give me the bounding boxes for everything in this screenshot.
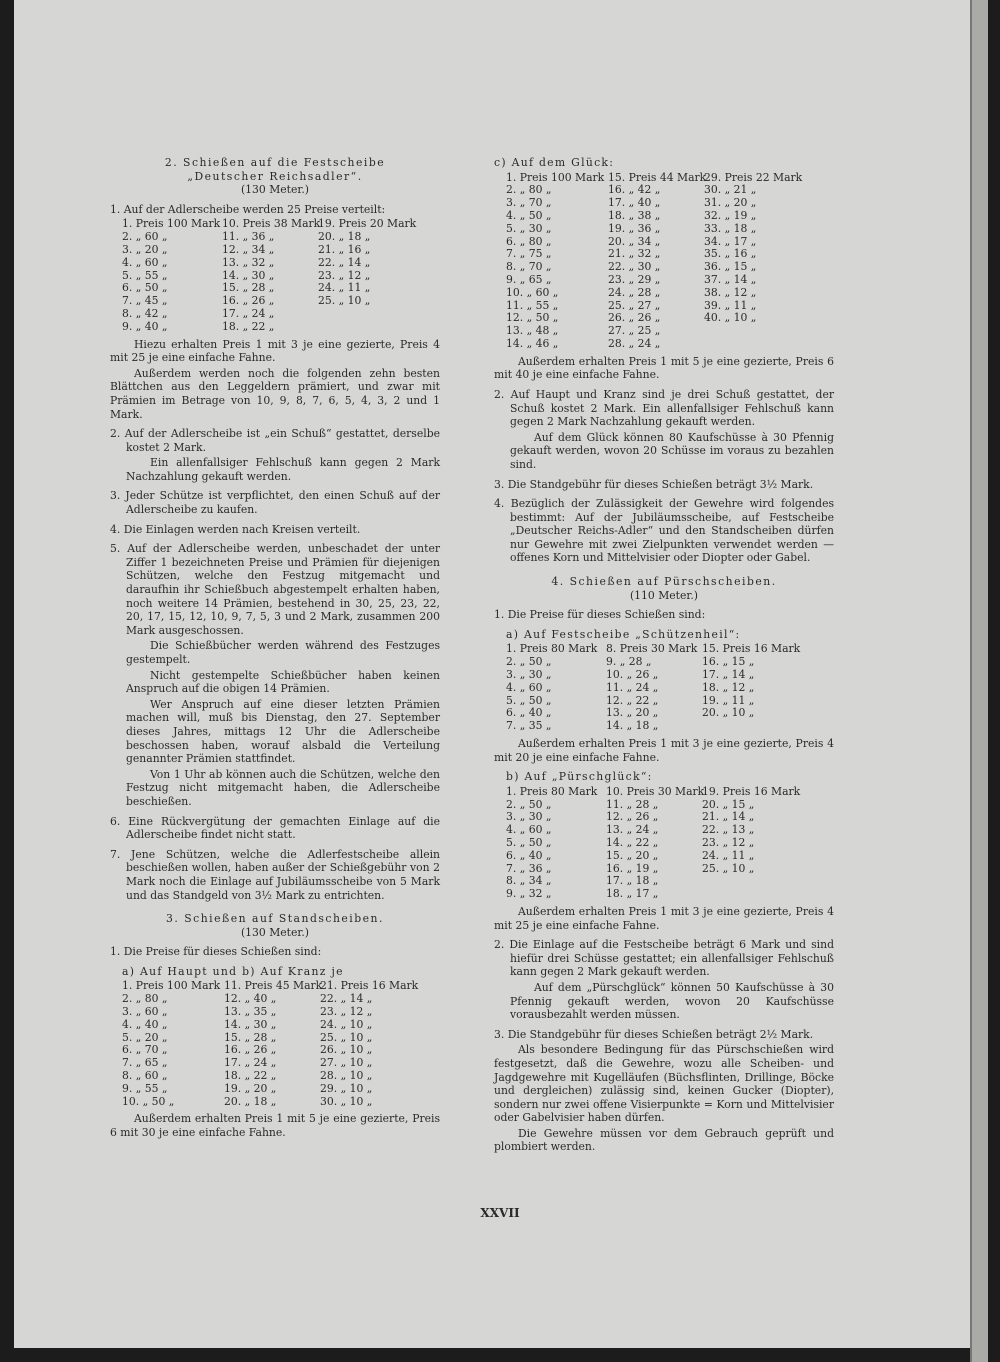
prize-cell: 16. „ 26 „	[224, 1043, 277, 1057]
s2-item-4	[110, 523, 440, 537]
prize-cell: 13. „ 35 „	[224, 1005, 277, 1019]
prize-cell	[702, 720, 798, 733]
s2-item-5-text: 5. Auf der Adlerscheibe werden, unbeschadet der unter Ziffer 1 bezeichneten Preise und Prämien für diejenigen Schützen, welche den Festzug mitgemacht und daraufhin ihr Schießbuch abgestempelt erhalten haben, noch weitere 14 Prämien, bestehend in 30, 25, 23, 22, 20, 17, 15, 12, 10, 9, 7, 5, 3 und 2 Mark, zusammen 200 Mark ausgeschossen.	[110, 542, 440, 637]
prize-cell: 19. „ 20 „	[224, 1081, 277, 1095]
s4-final-para-2: Die Gewehre müssen vor dem Gebrauch geprüft und plombiert werden.	[494, 1126, 834, 1154]
section-3-distance: (130 Meter.)	[240, 925, 310, 939]
prize-cell	[318, 308, 414, 321]
prize-cell: 22. „ 14 „	[320, 992, 373, 1006]
prize-cell: 4. „ 60 „	[506, 680, 552, 694]
prize-cell: 19. Preis 16 Mark	[702, 784, 801, 798]
s3-para-1: Außerdem erhalten Preis 1 mit 5 je eine gezierte, Preis 6 mit 30 je eine einfache Fahne.	[110, 1112, 440, 1140]
prize-cell: 24. „ 10 „	[320, 1017, 373, 1031]
s4-final-para-1: Als besondere Bedingung für das Pürschschießen wird festgesetzt, daß die Gewehre, wozu alle Scheiben- und Jagdgewehre mit Kugelläufen (Büchsflinten, Drillinge, Böcke und dergleichen) zulässig sind, keinen Gucker (Diopter), sondern nur zwei offene Visierpunkte = Korn und Mittelvisier oder Gabelvisier haben dürfen.	[494, 1043, 834, 1125]
s4-item-1: 1. Die Preise für dieses Schießen sind:	[494, 608, 706, 622]
prize-cell: 21. „ 32 „	[608, 247, 661, 261]
section-2-target-name: „Deutscher Reichsadler“.	[187, 169, 363, 183]
prize-cell: 12. „ 40 „	[224, 992, 277, 1006]
prize-cell: 16. „ 26 „	[222, 294, 275, 308]
prize-cell: 13. „ 48 „	[506, 324, 559, 338]
prize-cell: 2. „ 50 „	[506, 655, 552, 669]
prize-cell	[702, 888, 798, 901]
prize-cell: 25. „ 10 „	[318, 294, 371, 308]
prize-cell: 23. „ 12 „	[318, 268, 371, 282]
prize-cell: 19. „ 36 „	[608, 221, 661, 235]
right-column	[494, 156, 834, 1154]
prize-cell: 22. „ 14 „	[318, 255, 371, 269]
s2-item-2-para-1: Ein allenfallsiger Fehlschuß kann gegen 2 Mark Nachzahlung gekauft werden.	[126, 456, 440, 483]
prize-cell: 8. Preis 30 Mark	[606, 642, 698, 656]
prize-cell: 8. „ 60 „	[122, 1069, 168, 1083]
prize-cell: 16. „ 19 „	[606, 861, 659, 875]
prize-cell: 1. Preis 80 Mark	[506, 784, 598, 798]
prize-cell: 39. „ 11 „	[704, 298, 757, 312]
prize-cell: 5. „ 20 „	[122, 1030, 168, 1044]
section-3-title: 3. Schießen auf Standscheiben.	[166, 912, 384, 926]
prize-cell: 7. „ 75 „	[506, 247, 552, 261]
standscheiben-prize-table	[122, 980, 440, 1108]
prize-cell: 21. Preis 16 Mark	[320, 979, 419, 993]
prize-cell: 8. „ 34 „	[506, 874, 552, 888]
prize-cell: 12. „ 22 „	[606, 693, 659, 707]
prize-cell: 34. „ 17 „	[704, 234, 757, 248]
prize-cell: 13. „ 32 „	[222, 255, 275, 269]
prize-cell: 6. „ 50 „	[122, 281, 168, 295]
prize-cell: 26. „ 26 „	[608, 311, 661, 325]
prize-cell: 5. „ 50 „	[506, 835, 552, 849]
prize-cell: 17. „ 24 „	[224, 1056, 277, 1070]
prize-cell: 9. „ 55 „	[122, 1081, 168, 1095]
prize-cell	[704, 325, 800, 338]
prize-cell: 18. „ 22 „	[222, 319, 275, 333]
prize-cell: 10. „ 50 „	[122, 1094, 175, 1108]
prize-cell: 3. „ 30 „	[506, 668, 552, 682]
s2-item-5	[110, 542, 440, 808]
prize-cell: 36. „ 15 „	[704, 260, 757, 274]
prize-cell: 5. „ 55 „	[122, 268, 168, 282]
prize-cell	[318, 321, 414, 334]
puerschglueck-prize-table	[506, 786, 834, 901]
prize-cell: 16. „ 15 „	[702, 655, 755, 669]
prize-cell: 23. „ 29 „	[608, 272, 661, 286]
prize-cell: 25. „ 27 „	[608, 298, 661, 312]
s2-item-1-para-1: Hiezu erhalten Preis 1 mit 3 je eine gezierte, Preis 4 mit 25 je eine einfache Fahne.	[110, 337, 440, 365]
prize-cell: 14. „ 18 „	[606, 719, 659, 733]
prize-cell: 12. „ 34 „	[222, 242, 275, 256]
prize-cell: 6. „ 40 „	[506, 848, 552, 862]
prize-cell: 10. Preis 38 Mark	[222, 217, 321, 231]
prize-cell: 17. „ 24 „	[222, 306, 275, 320]
prize-cell: 27. „ 25 „	[608, 324, 661, 338]
prize-cell: 29. „ 10 „	[320, 1081, 373, 1095]
prize-cell: 1. Preis 100 Mark	[122, 217, 221, 231]
prize-cell: 19. „ 11 „	[702, 693, 755, 707]
prize-cell: 28. „ 24 „	[608, 336, 661, 350]
prize-cell: 24. „ 11 „	[318, 281, 371, 295]
prize-cell: 37. „ 14 „	[704, 272, 757, 286]
prize-cell: 11. Preis 45 Mark	[224, 979, 323, 993]
prize-cell: 20. „ 15 „	[702, 797, 755, 811]
section-4-distance: (110 Meter.)	[629, 588, 699, 602]
prize-cell: 6. „ 70 „	[122, 1043, 168, 1057]
prize-cell: 6. „ 40 „	[506, 706, 552, 720]
prize-cell: 20. „ 18 „	[318, 230, 371, 244]
prize-cell: 7. „ 35 „	[506, 719, 552, 733]
s2-item-3	[110, 489, 440, 516]
s2-item-7-text: 7. Jene Schützen, welche die Adlerfestscheibe allein beschießen wollen, haben außer der Schießgebühr von 2 Mark noch die Einlage auf Jubiläumsscheibe von 5 Mark und das Standgeld von 3½ Mark zu entrichten.	[110, 847, 440, 902]
prize-cell: 30. „ 21 „	[704, 183, 757, 197]
prize-cell: 2. „ 60 „	[122, 230, 168, 244]
prize-cell: 30. „ 10 „	[320, 1094, 373, 1108]
prize-cell: 4. „ 40 „	[122, 1017, 168, 1031]
s3-subheading-a-b: a) Auf Haupt und b) Auf Kranz je	[122, 964, 344, 978]
prize-cell: 11. „ 36 „	[222, 230, 275, 244]
prize-cell: 3. „ 30 „	[506, 810, 552, 824]
prize-cell	[704, 338, 800, 351]
s2-item-1-text: 1. Auf der Adlerscheibe werden 25 Preise verteilt:	[110, 202, 386, 216]
s4-subheading-b: b) Auf „Pürschglück“:	[506, 770, 653, 784]
s2-item-7	[110, 848, 440, 902]
prize-cell: 14. „ 30 „	[224, 1017, 277, 1031]
prize-cell: 17. „ 18 „	[606, 874, 659, 888]
prize-cell: 11. „ 24 „	[606, 680, 659, 694]
adler-prize-table	[122, 218, 440, 333]
prize-cell: 15. Preis 16 Mark	[702, 642, 801, 656]
prize-cell: 18. „ 12 „	[702, 680, 755, 694]
prize-cell: 1. Preis 80 Mark	[506, 642, 598, 656]
prize-cell: 25. „ 10 „	[320, 1030, 373, 1044]
prize-cell: 20. „ 18 „	[224, 1094, 277, 1108]
r-item-4-text: 4. Bezüglich der Zulässigkeit der Gewehre wird folgendes bestimmt: Auf der Jubiläumsscheibe, auf Festscheibe „Deutscher Reichs-Adler“ und den Standscheiben dürfen nur Gewehre mit zwei Zielpunkten verwendet werden — offenes Korn und Mittelvisier oder Diopter oder Gabel.	[494, 497, 834, 565]
prize-cell: 9. „ 40 „	[122, 319, 168, 333]
s4-b-para-1: Außerdem erhalten Preis 1 mit 3 je eine gezierte, Preis 4 mit 25 je eine einfache Fahne.	[494, 904, 834, 932]
s2-item-6	[110, 815, 440, 842]
prize-cell: 15. „ 28 „	[222, 281, 275, 295]
prize-cell: 22. „ 13 „	[702, 823, 755, 837]
gluck-prize-table	[506, 172, 834, 351]
prize-cell: 23. „ 12 „	[702, 835, 755, 849]
s2-item-5-para-1: Die Schießbücher werden während des Festzuges gestempelt.	[126, 639, 440, 667]
prize-cell: 28. „ 10 „	[320, 1069, 373, 1083]
prize-cell: 3. „ 60 „	[122, 1005, 168, 1019]
s4-item-3-text: 3. Die Standgebühr für dieses Schießen beträgt 2½ Mark.	[494, 1027, 814, 1041]
prize-cell: 27. „ 10 „	[320, 1056, 373, 1070]
s2-item-2	[110, 427, 440, 483]
prize-cell: 7. „ 65 „	[122, 1056, 168, 1070]
prize-cell: 7. „ 45 „	[122, 294, 168, 308]
prize-cell: 33. „ 18 „	[704, 221, 757, 235]
prize-cell: 2. „ 50 „	[506, 797, 552, 811]
gluck-para-1: Außerdem erhalten Preis 1 mit 5 je eine gezierte, Preis 6 mit 40 je eine einfache Fahne.	[494, 354, 834, 382]
prize-cell: 4. „ 60 „	[506, 823, 552, 837]
prize-cell: 24. „ 11 „	[702, 848, 755, 862]
s2-item-5-para-3: Wer Anspruch auf eine dieser letzten Prämien machen will, muß bis Dienstag, den 27. September dieses Jahres, mittags 12 Uhr die Adlerscheibe beschossen haben, worauf alsbald die Verteilung genannter Prämien stattfindet.	[126, 697, 440, 766]
s2-item-5-para-4: Von 1 Uhr ab können auch die Schützen, welche den Festzug nicht mitgemacht haben, die Adlerscheibe beschießen.	[126, 767, 440, 808]
r-item-2	[494, 388, 834, 472]
prize-cell: 29. Preis 22 Mark	[704, 170, 803, 184]
prize-cell: 32. „ 19 „	[704, 208, 757, 222]
prize-cell: 11. „ 28 „	[606, 797, 659, 811]
prize-cell: 10. „ 26 „	[606, 668, 659, 682]
s4-subheading-a: a) Auf Festscheibe „Schützenheil“:	[506, 627, 741, 641]
prize-cell: 16. „ 42 „	[608, 183, 661, 197]
prize-cell: 10. „ 60 „	[506, 285, 559, 299]
prize-cell: 12. „ 26 „	[606, 810, 659, 824]
s4-item-2	[494, 938, 834, 1022]
prize-cell: 15. Preis 44 Mark	[608, 170, 707, 184]
prize-cell: 31. „ 20 „	[704, 196, 757, 210]
prize-cell: 1. Preis 100 Mark	[122, 979, 221, 993]
prize-cell: 21. „ 16 „	[318, 242, 371, 256]
s4-item-2-text: 2. Die Einlage auf die Festscheibe beträgt 6 Mark und sind hiefür drei Schüsse gestattet; ein allenfallsiger Fehlschuß kann gegen 2 Mark gekauft werden.	[494, 938, 834, 979]
r-item-3-text: 3. Die Standgebühr für dieses Schießen beträgt 3½ Mark.	[494, 477, 814, 491]
page-number: XXVII	[480, 1206, 520, 1220]
prize-cell: 23. „ 12 „	[320, 1005, 373, 1019]
s2-item-5-para-2: Nicht gestempelte Schießbücher haben keinen Anspruch auf die obigen 14 Prämien.	[126, 668, 440, 696]
prize-cell: 25. „ 10 „	[702, 861, 755, 875]
r-item-2-text: 2. Auf Haupt und Kranz sind je drei Schuß gestattet, der Schuß kostet 2 Mark. Ein allenfallsiger Fehlschuß kann gegen 2 Mark Nachzahlung gekauft werden.	[494, 387, 834, 429]
prize-cell: 9. „ 28 „	[606, 655, 652, 669]
prize-cell: 35. „ 16 „	[704, 247, 757, 261]
prize-cell: 14. „ 22 „	[606, 835, 659, 849]
prize-cell: 24. „ 28 „	[608, 285, 661, 299]
prize-cell: 8. „ 42 „	[122, 306, 168, 320]
r-item-2-para-1: Auf dem Glück können 80 Kaufschüsse à 30 Pfennig gekauft werden, wovon 20 Schüsse im voraus zu bezahlen sind.	[510, 430, 834, 471]
section-2-distance: (130 Meter.)	[240, 183, 310, 197]
r-item-4	[494, 497, 834, 565]
prize-cell: 7. „ 36 „	[506, 861, 552, 875]
prize-cell: 1. Preis 100 Mark	[506, 170, 605, 184]
r-item-3	[494, 478, 834, 492]
schuetzenheil-prize-table	[506, 643, 834, 733]
prize-cell: 38. „ 12 „	[704, 285, 757, 299]
prize-cell: 9. „ 65 „	[506, 272, 552, 286]
prize-cell: 3. „ 70 „	[506, 196, 552, 210]
s4-item-3	[494, 1028, 834, 1042]
prize-cell: 20. „ 10 „	[702, 706, 755, 720]
prize-cell: 14. „ 30 „	[222, 268, 275, 282]
prize-cell: 8. „ 70 „	[506, 260, 552, 274]
prize-cell: 10. Preis 30 Mark	[606, 784, 705, 798]
prize-cell: 18. „ 22 „	[224, 1069, 277, 1083]
prize-cell: 2. „ 80 „	[122, 992, 168, 1006]
s3-item-1: 1. Die Preise für dieses Schießen sind:	[110, 945, 322, 959]
prize-cell: 17. „ 14 „	[702, 668, 755, 682]
prize-cell: 21. „ 14 „	[702, 810, 755, 824]
prize-cell: 6. „ 80 „	[506, 234, 552, 248]
prize-cell: 18. „ 38 „	[608, 208, 661, 222]
prize-cell: 15. „ 28 „	[224, 1030, 277, 1044]
s4-item-2-para-1: Auf dem „Pürschglück“ können 50 Kaufschüsse à 30 Pfennig gekauft werden, wovon 20 Kaufschüsse vorausbezahlt werden müssen.	[510, 980, 834, 1022]
prize-cell: 17. „ 40 „	[608, 196, 661, 210]
prize-cell: 11. „ 55 „	[506, 298, 559, 312]
prize-cell: 26. „ 10 „	[320, 1043, 373, 1057]
left-column	[110, 156, 440, 1140]
prize-cell: 14. „ 46 „	[506, 336, 559, 350]
s2-item-6-text: 6. Eine Rückvergütung der gemachten Einlage auf die Adlerscheibe findet nicht statt.	[110, 814, 440, 842]
s2-item-4-text: 4. Die Einlagen werden nach Kreisen verteilt.	[110, 522, 361, 536]
prize-cell: 15. „ 20 „	[606, 848, 659, 862]
book-spine	[970, 0, 988, 1362]
s2-item-1	[110, 203, 440, 217]
gluck-heading: c) Auf dem Glück:	[494, 156, 615, 169]
prize-cell: 13. „ 20 „	[606, 706, 659, 720]
prize-cell: 4. „ 50 „	[506, 208, 552, 222]
prize-cell: 2. „ 80 „	[506, 183, 552, 197]
prize-cell: 5. „ 30 „	[506, 221, 552, 235]
section-2-title: 2. Schießen auf die Festscheibe	[164, 156, 386, 169]
s4-a-para-1: Außerdem erhalten Preis 1 mit 3 je eine gezierte, Preis 4 mit 20 je eine einfache Fahne.	[494, 737, 834, 764]
s2-item-2-text: 2. Auf der Adlerscheibe ist „ein Schuß“ gestattet, derselbe kostet 2 Mark.	[110, 427, 440, 454]
prize-cell: 5. „ 50 „	[506, 693, 552, 707]
section-4-title: 4. Schießen auf Pürschscheiben.	[551, 575, 777, 589]
prize-cell	[702, 875, 798, 888]
prize-cell: 13. „ 24 „	[606, 823, 659, 837]
prize-cell: 22. „ 30 „	[608, 260, 661, 274]
s2-item-3-text: 3. Jeder Schütze ist verpflichtet, den einen Schuß auf der Adlerscheibe zu kaufen.	[110, 489, 440, 517]
prize-cell: 19. Preis 20 Mark	[318, 217, 417, 231]
prize-cell: 12. „ 50 „	[506, 311, 559, 325]
prize-cell: 18. „ 17 „	[606, 887, 659, 901]
prize-cell: 4. „ 60 „	[122, 255, 168, 269]
prize-cell: 3. „ 20 „	[122, 242, 168, 256]
prize-cell: 20. „ 34 „	[608, 234, 661, 248]
prize-cell: 9. „ 32 „	[506, 887, 552, 901]
prize-cell: 40. „ 10 „	[704, 311, 757, 325]
s2-item-1-para-2: Außerdem werden noch die folgenden zehn besten Blättchen aus den Leggeldern prämiert, und zwar mit Prämien im Betrage von 10, 9, 8, 7, 6, 5, 4, 3, 2 und 1 Mark.	[110, 366, 440, 421]
